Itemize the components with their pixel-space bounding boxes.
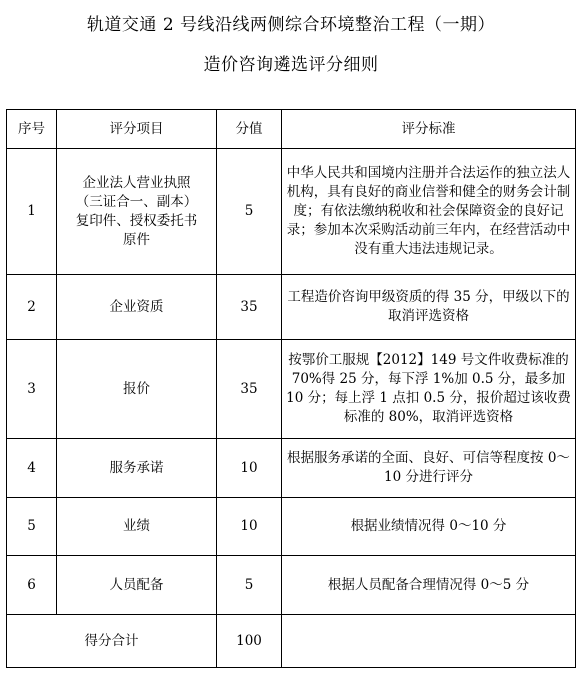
total-score: 100 bbox=[217, 615, 282, 668]
header-item: 评分项目 bbox=[57, 110, 217, 149]
total-standard-empty bbox=[282, 615, 576, 668]
row-score: 5 bbox=[217, 556, 282, 615]
table-row bbox=[7, 556, 576, 615]
row-item: 业绩 bbox=[57, 498, 217, 556]
table-row bbox=[7, 439, 576, 498]
header-index: 序号 bbox=[7, 110, 57, 149]
row-standard: 根据服务承诺的全面、良好、可信等程度按 0～10 分进行评分 bbox=[282, 439, 576, 498]
row-index: 2 bbox=[7, 275, 57, 340]
row-standard: 根据人员配备合理情况得 0～5 分 bbox=[282, 556, 576, 615]
document-subtitle: 造价咨询遴选评分细则 bbox=[203, 55, 379, 75]
row-index: 3 bbox=[7, 340, 57, 439]
row-score: 10 bbox=[217, 498, 282, 556]
row-standard: 根据业绩情况得 0～10 分 bbox=[282, 498, 576, 556]
row-score: 5 bbox=[217, 149, 282, 275]
table-total-row bbox=[7, 615, 576, 668]
row-score: 35 bbox=[217, 275, 282, 340]
row-score: 10 bbox=[217, 439, 282, 498]
row-score: 35 bbox=[217, 340, 282, 439]
row-item: 服务承诺 bbox=[57, 439, 217, 498]
row-item: 报价 bbox=[57, 340, 217, 439]
row-standard: 按鄂价工服规【2012】149 号文件收费标准的 70%得 25 分，每下浮 1%加 0.5 分，最多加 10 分；每上浮 1 点扣 0.5 分，报价超过该收费标准的 80%，取消评选资格 bbox=[282, 340, 576, 439]
row-index: 4 bbox=[7, 439, 57, 498]
row-index: 5 bbox=[7, 498, 57, 556]
row-item: 企业法人营业执照（三证合一、副本）复印件、授权委托书原件 bbox=[57, 149, 217, 275]
header-score: 分值 bbox=[217, 110, 282, 149]
table-row bbox=[7, 275, 576, 340]
total-label: 得分合计 bbox=[7, 615, 217, 668]
header-standard: 评分标准 bbox=[282, 110, 576, 149]
row-item: 企业资质 bbox=[57, 275, 217, 340]
document-title: 轨道交通 2 号线沿线两侧综合环境整治工程（一期） bbox=[86, 15, 496, 35]
table-row bbox=[7, 340, 576, 439]
table-row bbox=[7, 149, 576, 275]
row-index: 1 bbox=[7, 149, 57, 275]
row-standard: 工程造价咨询甲级资质的得 35 分，甲级以下的取消评选资格 bbox=[282, 275, 576, 340]
row-index: 6 bbox=[7, 556, 57, 615]
row-item: 人员配备 bbox=[57, 556, 217, 615]
row-standard: 中华人民共和国境内注册并合法运作的独立法人机构，具有良好的商业信誉和健全的财务会计制度；有依法缴纳税收和社会保障资金的良好记录；参加本次采购活动前三年内，在经营活动中没有重大违法违规记录。 bbox=[282, 149, 576, 275]
scoring-table bbox=[6, 109, 576, 668]
table-row bbox=[7, 498, 576, 556]
table-header-row bbox=[7, 110, 576, 149]
